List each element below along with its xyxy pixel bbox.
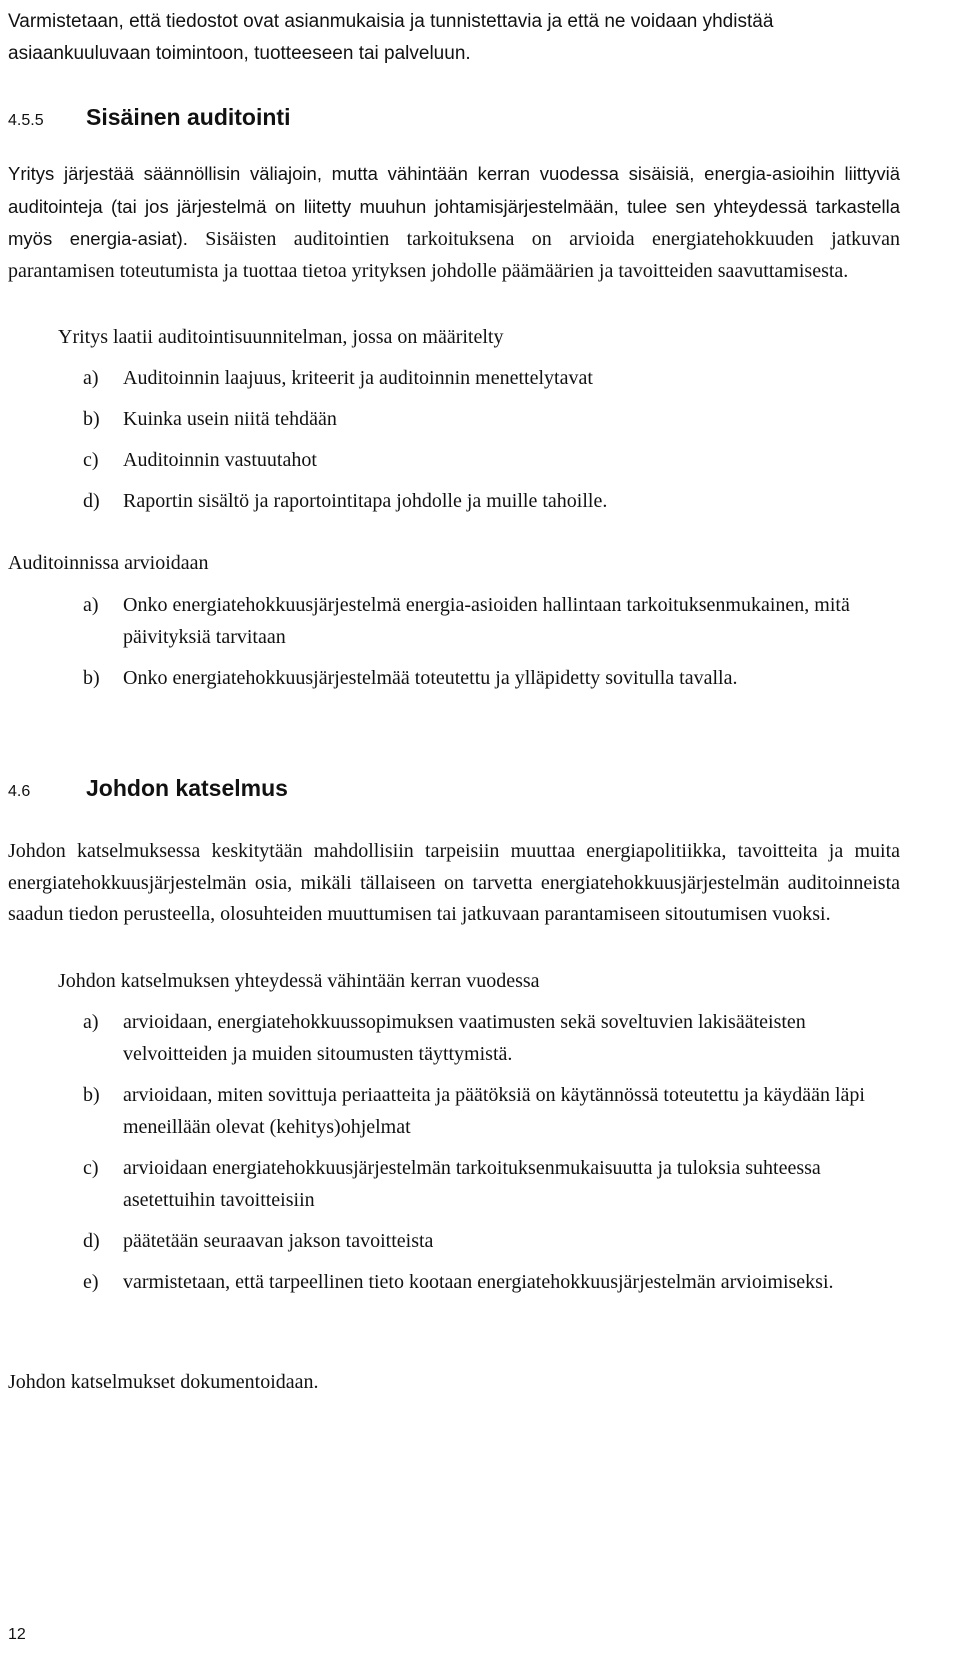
list-item [83,662,903,694]
assess-intro: Auditoinnissa arvioidaan [8,552,209,574]
list-item [83,1079,903,1143]
list-item-label: b) [83,667,100,689]
list-item [83,1006,903,1070]
list-item-text: arvioidaan, miten sovittuja periaatteita ja päätöksiä on käytännössä toteutettu ja käydään läpi meneillään olevat (kehitys)ohjelmat [123,1084,865,1138]
list-item-label: a) [83,367,99,389]
list-item [83,1225,903,1257]
page-number: 12 [8,1626,26,1643]
list-item-text: Onko energiatehokkuusjärjestelmää toteutettu ja ylläpidetty sovitulla tavalla. [123,667,738,689]
review-list [83,1006,903,1298]
section-number: 4.5.5 [8,112,44,129]
list-item-text: arvioidaan energiatehokkuusjärjestelmän tarkoituksenmukaisuutta ja tuloksia suhteessa asetettuihin tavoitteisiin [123,1157,821,1211]
list-item-text: Auditoinnin vastuutahot [123,449,317,471]
list-item-text: Raportin sisältö ja raportointitapa johdolle ja muille tahoille. [123,490,608,512]
list-item-label: c) [83,449,99,471]
list-item [83,1152,903,1216]
section-heading-46 [8,775,288,802]
list-item [83,362,903,394]
list-item-label: e) [83,1271,99,1293]
plan-intro: Yritys laatii auditointisuunnitelman, jossa on määritelty [58,326,504,348]
list-item-label: b) [83,408,100,430]
list-item-text: Auditoinnin laajuus, kriteerit ja auditoinnin menettelytavat [123,367,593,389]
list-item-text: Kuinka usein niitä tehdään [123,408,337,430]
list-item-text: varmistetaan, että tarpeellinen tieto kootaan energiatehokkuusjärjestelmän arvioimiseksi. [123,1271,834,1293]
list-item [83,1266,903,1298]
list-item-label: c) [83,1157,99,1179]
list-item-label: b) [83,1084,100,1106]
closing-line: Johdon katselmukset dokumentoidaan. [8,1371,319,1393]
list-item-label: a) [83,594,99,616]
intro-paragraph: Varmistetaan, että tiedostot ovat asianmukaisia ja tunnistettavia ja että ne voidaan yhdistää asiaankuuluvaan toimintoon, tuotteeseen tai palveluun. [8,11,774,64]
audit-paragraph-sans: Yritys järjestää säännöllisin väliajoin, mutta vähintään kerran vuodessa sisäisiä, energia-asioihin liittyviä auditointeja (tai jos järjestelmä on liitetty muuhun johtamisjärjestelmään, tulee sen yhteydessä tarkastella myös energia-asiat). [8,163,900,249]
section-title: Sisäinen auditointi [86,104,291,130]
review-intro: Johdon katselmuksen yhteydessä vähintään kerran vuodessa [58,970,540,992]
list-item-label: d) [83,490,100,512]
list-item [83,589,903,653]
section-number: 4.6 [8,783,31,800]
audit-paragraph-serif: Sisäisten auditointien tarkoituksena on arvioida energiatehokkuuden jatkuvan parantamisen toteutumista ja tuottaa tietoa yrityksen johdolle päämäärien ja tavoitteiden saavuttamisesta. [8,228,900,282]
list-item-label: d) [83,1230,100,1252]
list-item-text: päätetään seuraavan jakson tavoitteista [123,1230,434,1252]
list-item-text: arvioidaan, energiatehokkuussopimuksen vaatimusten sekä soveltuvien lakisääteisten velvoitteiden ja muiden sitoumusten täyttymistä. [123,1011,806,1065]
assess-list [83,589,903,694]
audit-paragraph [8,158,900,287]
section-heading-455 [8,104,290,131]
list-item [83,403,903,435]
section-title: Johdon katselmus [86,775,288,801]
plan-list [83,362,903,517]
list-item-label: a) [83,1011,99,1033]
review-paragraph: Johdon katselmuksessa keskitytään mahdollisiin tarpeisiin muuttaa energiapolitiikka, tavoitteita ja muita energiatehokkuusjärjestelmän osia, mikäli tällaiseen on tarvetta energiatehokkuusjärjestelmän auditoinneista saadun tiedon perusteella, olosuhteiden muuttumisen tai jatkuvaan parantamiseen sitoutumisen vuoksi. [8,840,900,925]
list-item [83,485,903,517]
list-item-text: Onko energiatehokkuusjärjestelmä energia-asioiden hallintaan tarkoituksenmukainen, mitä päivityksiä tarvitaan [123,594,850,648]
list-item [83,444,903,476]
